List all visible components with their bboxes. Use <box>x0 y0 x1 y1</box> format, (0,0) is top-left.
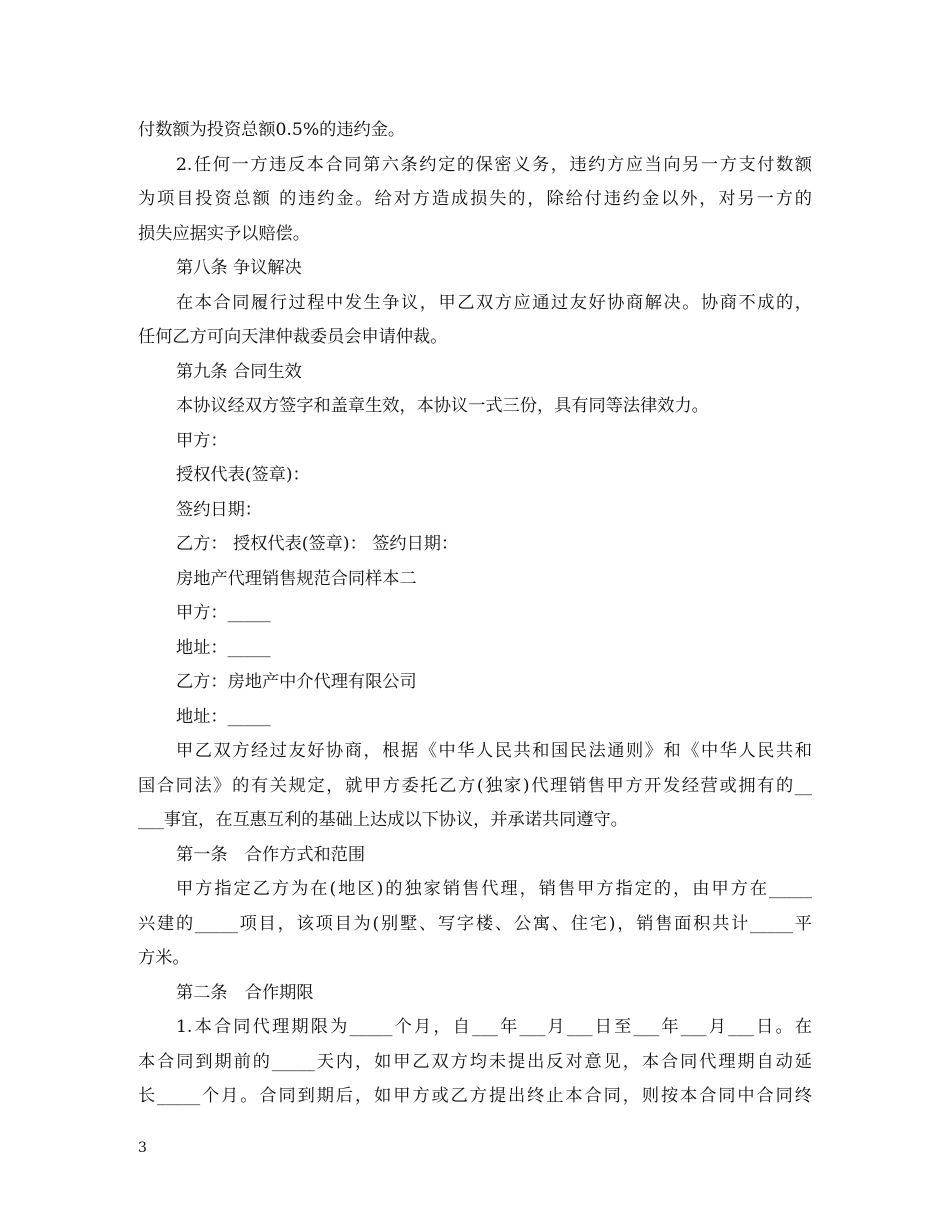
text-line: 签约日期： <box>176 499 262 520</box>
text-line: 甲方指定乙方为在(地区)的独家销售代理，销售甲方指定的，由甲方在_____ <box>176 879 812 899</box>
text-line: 授权代表(签章)： <box>176 465 310 485</box>
text-line: 国合同法》的有关规定，就甲方委托乙方(独家)代理销售甲方开发经营或拥有的__ <box>138 775 812 796</box>
text-line: 第八条 争议解决 <box>176 258 302 278</box>
contract-body-text <box>138 113 812 1114</box>
text-line: 兴建的_____项目，该项目为(别墅、写字楼、公寓、住宅)，销售面积共计_____平 <box>138 913 812 934</box>
text-line: ___事宜，在互惠互利的基础上达成以下协议，并承诺共同遵守。 <box>138 810 628 830</box>
text-line: 付数额为投资总额0.5%的违约金。 <box>138 120 406 140</box>
text-line: 第九条 合同生效 <box>176 361 302 382</box>
text-line: 乙方：房地产中介代理有限公司 <box>176 672 417 692</box>
text-line: 2.任何一方违反本合同第六条约定的保密义务，违约方应当向另一方支付数额 <box>176 154 812 175</box>
text-line: 方米。 <box>138 948 190 968</box>
text-line: 甲方： <box>176 430 228 451</box>
text-line: 地址：_____ <box>176 706 271 727</box>
text-line: 在本合同履行过程中发生争议，甲乙双方应通过友好协商解决。协商不成的， <box>176 292 812 313</box>
text-line: 地址：_____ <box>176 637 271 658</box>
text-line: 房地产代理销售规范合同样本二 <box>176 568 417 589</box>
page-number: 3 <box>138 1140 147 1156</box>
text-line: 甲方：_____ <box>176 603 271 623</box>
text-line: 任何乙方可向天津仲裁委员会申请仲裁。 <box>138 327 448 347</box>
text-line: 甲乙双方经过友好协商，根据《中华人民共和国民法通则》和《中华人民共和 <box>176 741 812 761</box>
text-line: 第二条 合作期限 <box>176 982 314 1003</box>
text-line: 乙方： 授权代表(签章)： 签约日期： <box>176 534 459 554</box>
text-line: 长_____个月。合同到期后，如甲方或乙方提出终止本合同，则按本合同中合同终 <box>138 1086 812 1106</box>
text-line: 1.本合同代理期限为_____个月，自___年___月___日至___年___月___日。在 <box>176 1017 812 1037</box>
text-line: 为项目投资总额 的违约金。给对方造成损失的，除给付违约金以外，对另一方的 <box>138 189 812 209</box>
text-line: 第一条 合作方式和范围 <box>176 844 366 865</box>
text-line: 损失应据实予以赔偿。 <box>138 223 310 244</box>
text-line: 本合同到期前的_____天内，如甲乙双方均未提出反对意见，本合同代理期自动延 <box>138 1051 812 1072</box>
text-line: 本协议经双方签字和盖章生效，本协议一式三份，具有同等法律效力。 <box>176 396 709 416</box>
